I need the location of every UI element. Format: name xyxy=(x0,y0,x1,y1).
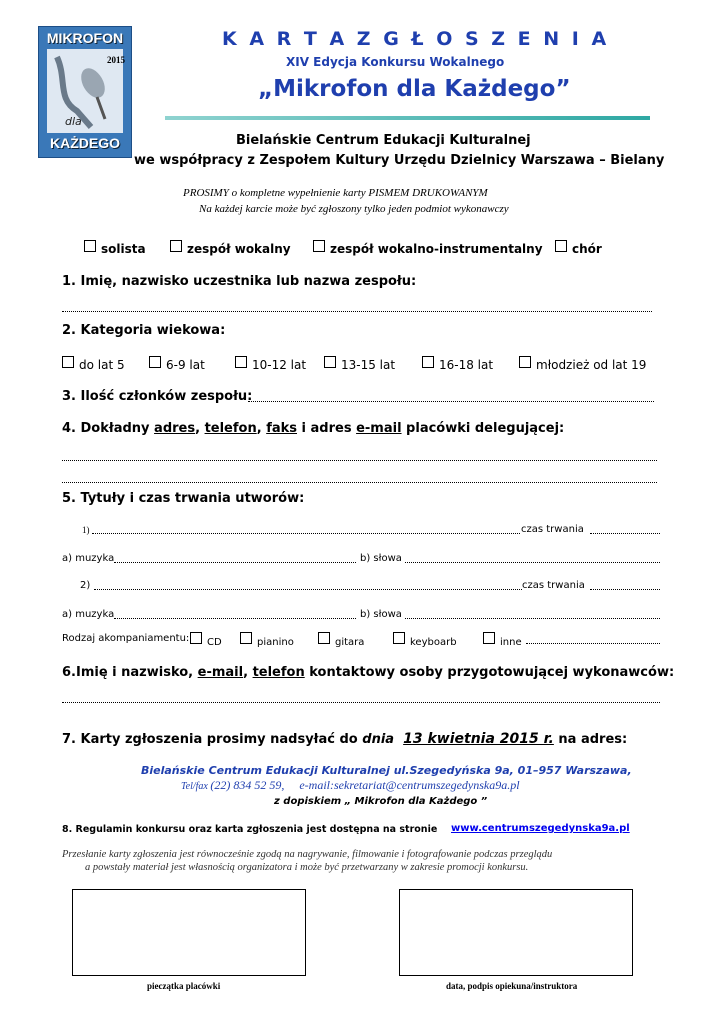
q4-sep: , xyxy=(256,421,267,436)
logo-bottom-text: KAŻDEGO xyxy=(50,135,120,151)
song-1-number: 1) xyxy=(82,525,90,535)
contest-name: „Mikrofon dla Każdego” xyxy=(258,76,571,102)
song-2-music-label: a) muzyka xyxy=(62,609,115,620)
type-label: solista xyxy=(101,242,146,256)
type-label: zespół wokalny xyxy=(187,242,291,256)
q7-date: 13 kwietnia 2015 r. xyxy=(403,731,554,747)
option-label: pianino xyxy=(257,637,294,648)
age-option[interactable] xyxy=(62,356,125,372)
q4-adres: adres xyxy=(154,421,196,436)
consent-line-2: a powstały materiał jest własnością organizatora i może być przetwarzany w zakresie promocji konkursu. xyxy=(85,862,529,873)
song-2-lyrics-label: b) słowa xyxy=(360,609,402,620)
type-label: chór xyxy=(572,242,602,256)
type-option-zespol-wokalny[interactable] xyxy=(170,240,291,256)
q4-text: placówki delegującej: xyxy=(401,421,565,436)
checkbox[interactable] xyxy=(235,356,247,368)
age-label: do lat 5 xyxy=(79,358,125,372)
checkbox[interactable] xyxy=(240,632,252,644)
q4-text: i adres xyxy=(297,421,357,436)
q7-dnia: dnia xyxy=(362,732,395,747)
q6-sep: , xyxy=(243,665,253,680)
q5-label: 5. Tytuły i czas trwania utworów: xyxy=(62,491,305,506)
song-2-number: 2) xyxy=(80,580,91,591)
option-label: CD xyxy=(207,637,222,648)
q4-sep: , xyxy=(195,421,205,436)
song-1-music-label: a) muzyka xyxy=(62,553,115,564)
song-1-music-line[interactable] xyxy=(114,562,356,563)
accompaniment-option[interactable] xyxy=(190,632,222,648)
song-2-time-label: czas trwania xyxy=(522,580,585,591)
q7-label xyxy=(62,731,627,747)
organizer-line-2: we współpracy z Zespołem Kultury Urzędu Dzielnicy Warszawa – Bielany xyxy=(134,153,665,168)
stamp-box[interactable] xyxy=(72,889,306,976)
q6-label xyxy=(62,665,674,680)
song-1-time-line[interactable] xyxy=(590,533,660,534)
checkbox[interactable] xyxy=(555,240,567,252)
checkbox[interactable] xyxy=(170,240,182,252)
q4-faks: faks xyxy=(266,421,297,436)
type-option-solista[interactable] xyxy=(84,240,146,256)
age-label: młodzież od lat 19 xyxy=(536,358,647,372)
q6-answer-line[interactable] xyxy=(62,702,660,703)
stamp-label: pieczątka placówki xyxy=(147,981,221,991)
checkbox[interactable] xyxy=(483,632,495,644)
age-label: 6-9 lat xyxy=(166,358,205,372)
header-divider xyxy=(165,116,650,120)
logo-year: 2015 xyxy=(107,55,125,65)
song-2-music-line[interactable] xyxy=(114,618,356,619)
checkbox[interactable] xyxy=(324,356,336,368)
option-label: inne xyxy=(500,637,522,648)
song-2-lyrics-line[interactable] xyxy=(405,618,660,619)
accompaniment-option[interactable] xyxy=(393,632,457,648)
q4-answer-line-2[interactable] xyxy=(62,482,657,483)
age-option[interactable] xyxy=(324,356,395,372)
age-option[interactable] xyxy=(519,356,646,372)
q3-label: 3. Ilość członków zespołu: xyxy=(62,389,253,404)
age-option[interactable] xyxy=(149,356,205,372)
logo-image xyxy=(47,49,123,133)
accompaniment-label: Rodzaj akompaniamentu: xyxy=(62,633,190,644)
q6-text: 6.Imię i nazwisko, xyxy=(62,665,198,680)
age-option[interactable] xyxy=(235,356,306,372)
email-prefix: e-mail: xyxy=(299,778,335,792)
accompaniment-other-line[interactable] xyxy=(526,643,660,644)
consent-line-1: Przesłanie karty zgłoszenia jest równocześnie zgodą na nagrywanie, filmowanie i fotografowanie podczas przeglądu xyxy=(62,849,553,860)
q4-text: 4. Dokładny xyxy=(62,421,155,436)
checkbox[interactable] xyxy=(313,240,325,252)
checkbox[interactable] xyxy=(318,632,330,644)
website-link[interactable]: www.centrumszegedynska9a.pl xyxy=(451,823,630,834)
logo-mid-text: dla xyxy=(65,115,82,128)
song-2-time-line[interactable] xyxy=(590,589,660,590)
option-label: gitara xyxy=(335,637,365,648)
organizer-line-1: Bielańskie Centrum Edukacji Kulturalnej xyxy=(236,133,531,148)
option-label: keyboarb xyxy=(410,637,457,648)
q4-email: e-mail xyxy=(356,421,402,436)
q4-label xyxy=(62,421,564,436)
age-label: 13-15 lat xyxy=(341,358,396,372)
q7-text: na adres: xyxy=(553,732,628,747)
email-address[interactable]: sekretariat@centrumszegedynska9a.pl xyxy=(334,778,520,792)
checkbox[interactable] xyxy=(422,356,434,368)
song-2-title-line[interactable] xyxy=(94,589,522,590)
checkbox[interactable] xyxy=(393,632,405,644)
q6-text: kontaktowy osoby przygotowującej wykonawców: xyxy=(304,665,675,680)
checkbox[interactable] xyxy=(519,356,531,368)
checkbox[interactable] xyxy=(190,632,202,644)
address-line-1: Bielańskie Centrum Edukacji Kulturalnej ul.Szegedyńska 9a, 01–957 Warszawa, xyxy=(141,764,632,777)
signature-label: data, podpis opiekuna/instruktora xyxy=(446,981,578,991)
song-1-time-label: czas trwania xyxy=(521,524,584,535)
request-line-2: Na każdej karcie może być zgłoszony tylko jeden podmiot wykonawczy xyxy=(199,203,509,215)
address-line-2 xyxy=(181,778,520,793)
signature-box[interactable] xyxy=(399,889,633,976)
song-1-title-line[interactable] xyxy=(92,533,520,534)
page-subtitle: XIV Edycja Konkursu Wokalnego xyxy=(286,55,505,69)
logo xyxy=(38,26,132,158)
logo-top-text: MIKROFON xyxy=(46,30,124,46)
accompaniment-option[interactable] xyxy=(240,632,294,648)
q1-answer-line[interactable] xyxy=(62,311,652,312)
type-option-chor[interactable] xyxy=(555,240,602,256)
request-line-1: PROSIMY o kompletne wypełnienie karty PISMEM DRUKOWANYM xyxy=(183,187,488,199)
age-option[interactable] xyxy=(422,356,493,372)
song-1-lyrics-label: b) słowa xyxy=(360,553,402,564)
type-label: zespół wokalno-instrumentalny xyxy=(330,242,543,256)
checkbox[interactable] xyxy=(84,240,96,252)
age-label: 16-18 lat xyxy=(439,358,494,372)
age-label: 10-12 lat xyxy=(252,358,307,372)
tel-prefix: Tel/fax xyxy=(181,781,211,792)
q6-email: e-mail xyxy=(197,665,244,680)
q6-telefon: telefon xyxy=(252,665,305,680)
q4-answer-line-1[interactable] xyxy=(62,460,657,461)
address-line-3: z dopiskiem „ Mikrofon dla Każdego ” xyxy=(274,796,488,807)
accompaniment-option[interactable] xyxy=(483,632,522,648)
q8-label: 8. Regulamin konkursu oraz karta zgłoszenia jest dostępna na stronie xyxy=(62,824,438,835)
page-title: K A R T A Z G Ł O S Z E N I A xyxy=(222,28,610,50)
checkbox[interactable] xyxy=(149,356,161,368)
tel-number: (22) 834 52 59, xyxy=(210,778,285,792)
checkbox[interactable] xyxy=(62,356,74,368)
song-1-lyrics-line[interactable] xyxy=(405,562,660,563)
q2-label: 2. Kategoria wiekowa: xyxy=(62,323,226,338)
type-option-wokalno-instrumentalny[interactable] xyxy=(313,240,543,256)
q1-label: 1. Imię, nazwisko uczestnika lub nazwa zespołu: xyxy=(62,274,417,289)
q4-telefon: telefon xyxy=(204,421,257,436)
accompaniment-option[interactable] xyxy=(318,632,364,648)
q3-answer-line[interactable] xyxy=(248,401,654,402)
q7-text: 7. Karty zgłoszenia prosimy nadsyłać do xyxy=(62,732,363,747)
